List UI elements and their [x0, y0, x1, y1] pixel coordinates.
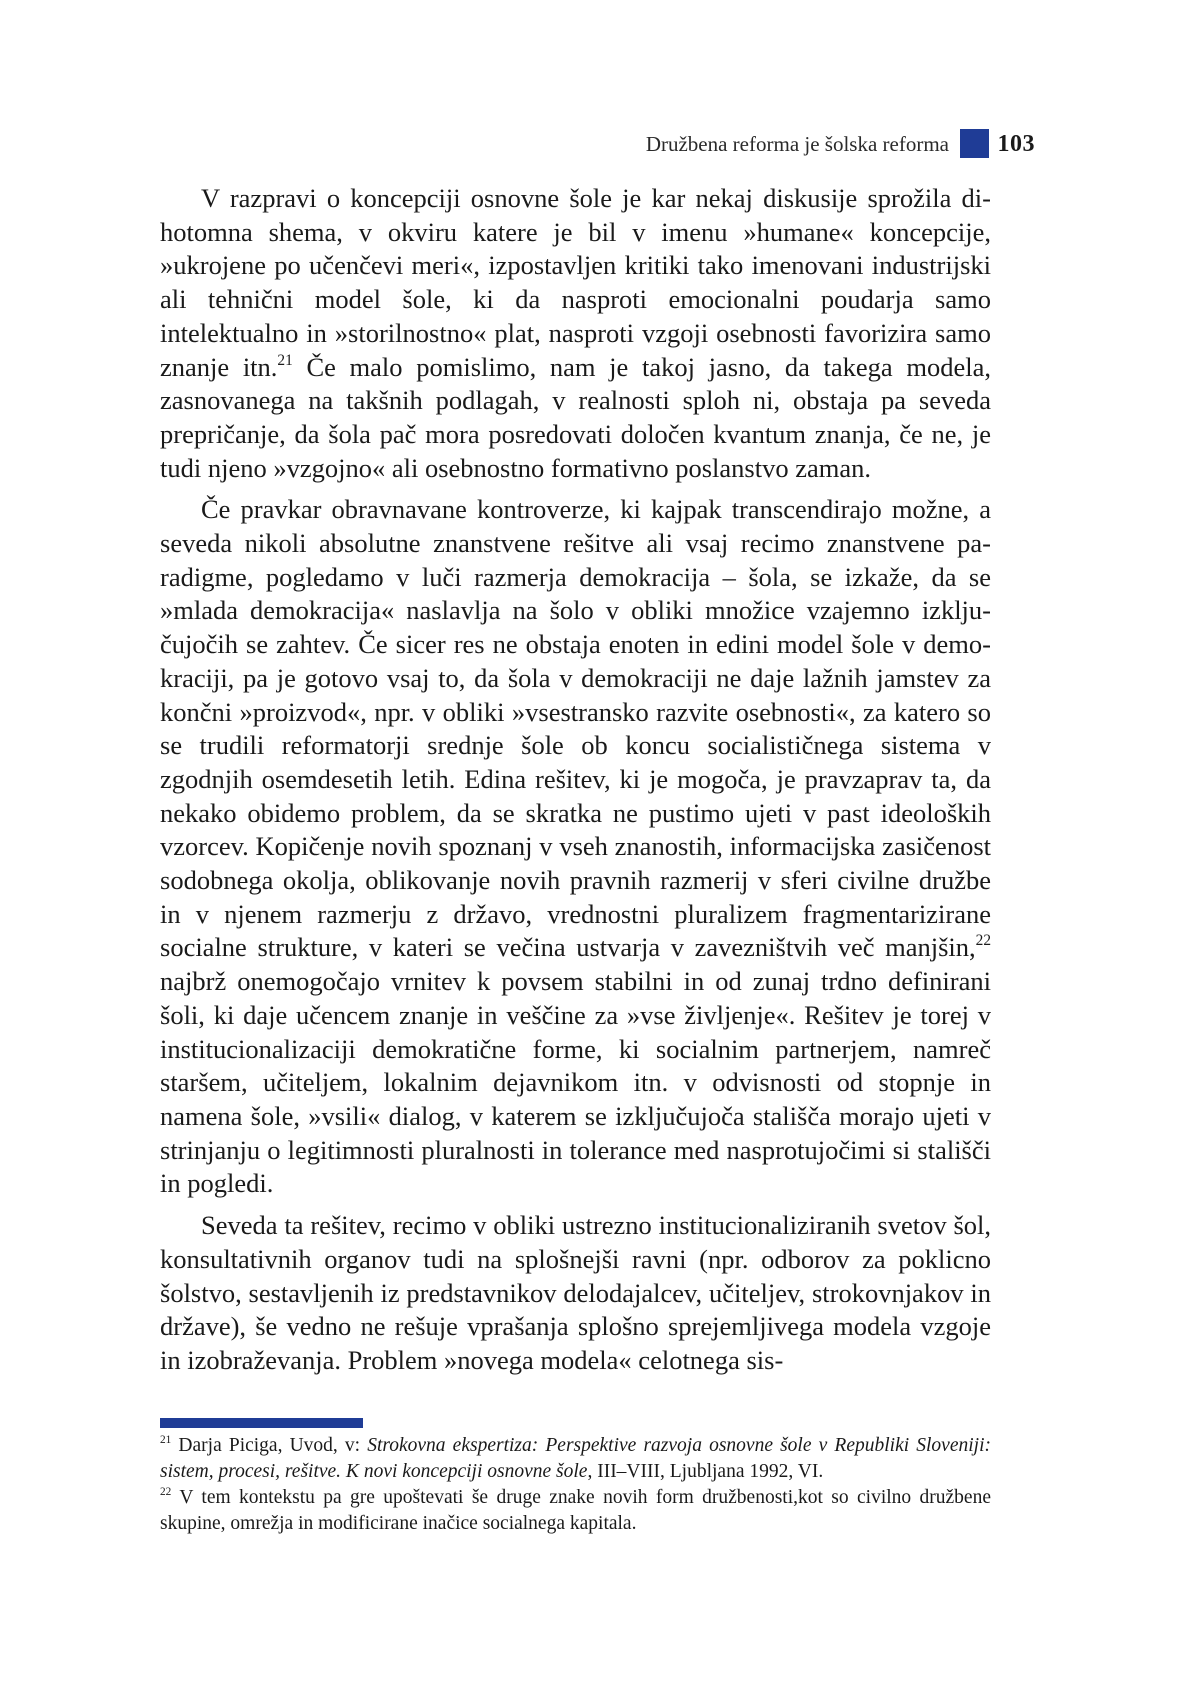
footnote-separator — [160, 1418, 363, 1428]
footnote-number: 22 — [160, 1485, 172, 1498]
main-text — [160, 182, 991, 1386]
page-number: 103 — [997, 131, 1035, 157]
paragraph-2-text-a: Če pravkar obravnavane kontroverze, ki kajpak transcendirajo možne, a seveda nikoli absolutne znanstvene rešitve ali vsaj recimo znanstvene paradigme, pogledamo v luči razmerja demokracija – šola, se izkaže, da se »mlada demokracija« naslavlja na šolo v obliki množice vzajemno izključujočih se zahtev. Če sicer res ne obstaja enoten in edini model šole v demokraciji, pa je gotovo vsaj to, da šola v demokraciji ne daje lažnih jamstev za končni »proizvod«, npr. v obliki »vsestransko razvite osebnosti«, za katero so se trudili reformatorji srednje šole ob koncu socialističnega sistema v zgodnjih osemdesetih letih. Edina rešitev, ki je mogoča, je pravzaprav ta, da nekako obidemo problem, da se skratka ne pustimo ujeti v past ideoloških vzorcev. Kopičenje novih spoznanj v vseh znanostih, informacijska zasičenost sodobnega okolja, oblikovanje novih pravnih razmerij v sferi civilne družbe in v njenem razmerju z državo, vrednostni pluralizem fragmentarizirane socialne strukture, v kateri se večina ustvarja v zavezništvih več manjšin, — [160, 494, 991, 963]
paragraph-2 — [160, 493, 991, 1201]
header-square-mark — [960, 129, 989, 158]
footnote-21-title: Strokovna ekspertiza: Perspektive razvoja osnovne šole v Republiki Sloveniji: sistem, procesi, rešitve. K novi koncepciji osnovne šole — [160, 1435, 991, 1482]
footnote-ref-22: 22 — [975, 932, 991, 950]
footnote-number: 21 — [160, 1433, 172, 1446]
paragraph-1-text-b: Če malo pomislimo, nam je takoj jasno, da takega modela, zasnovanega na takšnih podlagah, v realnosti sploh ni, obstaja pa seveda prepričanje, da šola pač mora posredovati določen kvantum znanja, če ne, je tudi njeno »vzgojno« ali osebnostno formativno poslanstvo zaman. — [160, 351, 991, 483]
paragraph-1-text-a: V razpravi o koncepciji osnovne šole je kar nekaj diskusije sprožila dihotomna shema, v okviru katere je bil v imenu »humane« koncepcije, »ukrojene po učenčevi meri«, izpostavljen kritiki tako imenovani industrijski ali tehnični model šole, ki da nasproti emocionalni poudarja samo intelektualno in »storilnostno« plat, nasproti vzgoji osebnosti favorizira samo znanje itn. — [160, 183, 991, 382]
footnote-22-text: V tem kontekstu pa gre upoštevati še druge znake novih form družbenosti,kot so civilno družbene skupine, omrežja in modificirane inačice socialnega kapitala. — [160, 1487, 991, 1534]
footnote-21-tail: , III–VIII, Ljubljana 1992, VI. — [587, 1461, 824, 1482]
paragraph-3: Seveda ta rešitev, recimo v obliki ustrezno institucionaliziranih svetov šol, konsultativnih organov tudi na splošnejši ravni (npr. odborov za poklicno šolstvo, sestavljenih iz predstavnikov delodajalcev, učiteljev, strokovnjakov in države), še vedno ne rešuje vprašanja splošno sprejemljivega modela vzgoje in izobraževanja. Problem »novega modela« celotnega sis- — [160, 1210, 991, 1375]
running-title: Družbena reforma je šolska reforma — [645, 132, 949, 156]
paragraph-2-text-b: najbrž onemogočajo vrnitev k povsem stabilni in od zunaj trdno definirani šoli, ki daje učencem znanje in veščine za »vse življenje«. Rešitev je torej v institucionalizaciji demokratične forme, ki socialnim partnerjem, namreč staršem, učiteljem, lokalnim dejavnikom itn. v odvisnosti od stopnje in namena šole, »vsili« dialog, v katerem se izključujoča stališča morajo ujeti v strinjanju o legitimnosti pluralnosti in tolerance med nasprotujočimi si stališči in pogledi. — [160, 966, 991, 1199]
footnotes — [160, 1433, 991, 1537]
footnote-21-lead: Darja Piciga, Uvod, v: — [171, 1435, 368, 1456]
footnote-21 — [160, 1433, 991, 1485]
footnote-ref-21: 21 — [277, 351, 293, 369]
paragraph-1 — [160, 182, 991, 485]
running-header — [160, 127, 1035, 161]
footnote-22 — [160, 1485, 991, 1537]
